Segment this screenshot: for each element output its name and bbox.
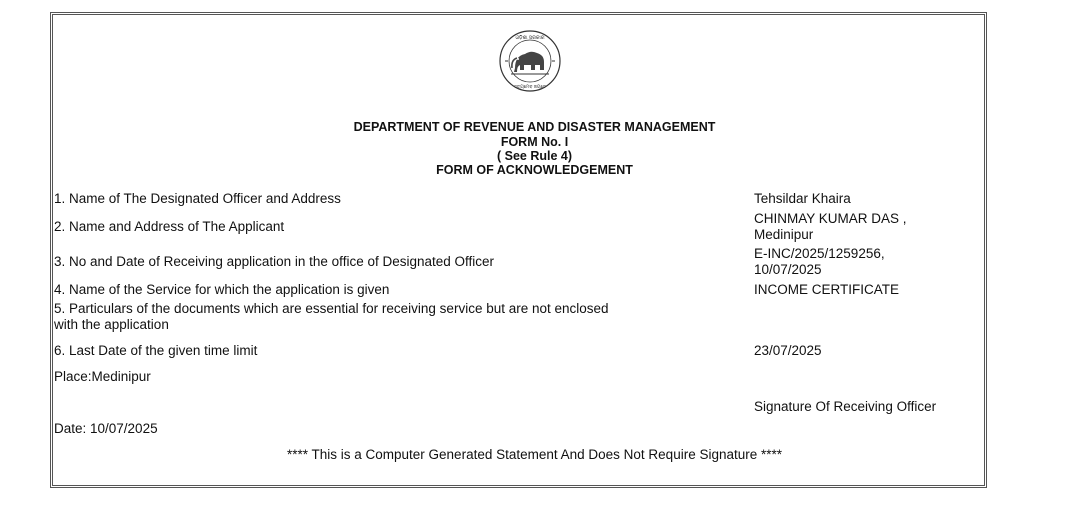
row-1-label: 1. Name of The Designated Officer and Address	[54, 191, 341, 206]
row-2-value-line-1: CHINMAY KUMAR DAS ,	[754, 211, 907, 226]
row-5-label-line-2: with the application	[54, 317, 169, 332]
row-3-value-line-2: 10/07/2025	[754, 262, 822, 277]
row-5-label-line-1: 5. Particulars of the documents which are essential for receiving service but are not enclosed	[54, 301, 609, 316]
row-6-label: 6. Last Date of the given time limit	[54, 343, 258, 358]
odisha-state-emblem-icon	[497, 28, 563, 94]
row-4-value: INCOME CERTIFICATE	[754, 282, 900, 297]
emblem-top-text: ଓଡ଼ିଶା ସରକାର	[515, 35, 545, 41]
computer-generated-note: **** This is a Computer Generated Statement And Does Not Require Signature ****	[286, 447, 783, 462]
department-title: DEPARTMENT OF REVENUE AND DISASTER MANAGEMENT	[353, 120, 716, 134]
row-3-value	[754, 246, 984, 278]
rule-reference: ( See Rule 4)	[496, 149, 573, 163]
row-4-label: 4. Name of the Service for which the application is given	[54, 282, 390, 297]
row-3-value-line-1: E-INC/2025/1259256,	[754, 246, 885, 261]
emblem-bottom-text: ସତ୍ୟମେବ ଜୟତେ	[513, 84, 547, 89]
row-3-label: 3. No and Date of Receiving application in the office of Designated Officer	[54, 254, 495, 269]
row-6-value: 23/07/2025	[754, 343, 822, 358]
row-2-value-line-2: Medinipur	[754, 227, 814, 242]
row-1-value: Tehsildar Khaira	[754, 191, 851, 206]
form-number: FORM No. I	[500, 135, 569, 149]
date-text: Date: 10/07/2025	[54, 421, 158, 436]
form-title: FORM OF ACKNOWLEDGEMENT	[436, 163, 633, 177]
signature-label: Signature Of Receiving Officer	[754, 399, 937, 414]
row-5-label	[54, 301, 754, 333]
row-2-value	[754, 211, 984, 243]
place-text: Place:Medinipur	[54, 369, 151, 384]
row-2-label: 2. Name and Address of The Applicant	[54, 219, 285, 234]
